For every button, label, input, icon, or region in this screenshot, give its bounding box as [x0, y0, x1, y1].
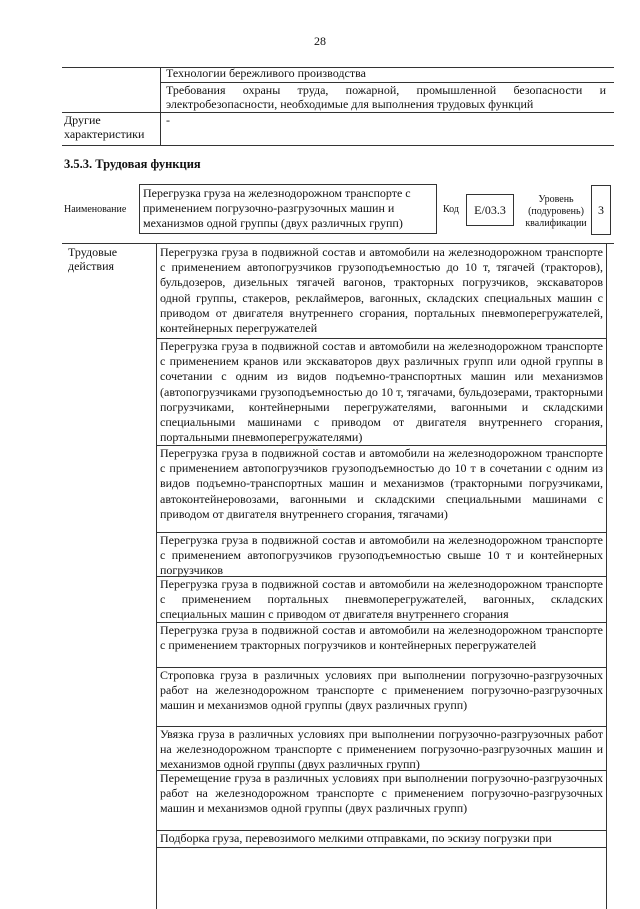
- code-value: E/03.3: [474, 203, 506, 217]
- table-border: [62, 145, 614, 146]
- list-item: Перегрузка груза в подвижной состав и автомобили на железнодорожном транспорте с применением кранов или экскаваторов двух различных групп или одной группы в сочетании с одним из видов подъемно-транспортных машин или механизмов (автопогрузчиками грузоподъемностью до 10 т, тягачами, бульдозерами, тракторными погрузчиками, контейнерными перегружателями, вагонными и складскими специальными машинами с приводом от двигателя внутреннего сгорания, портальными пневмоперегружателями): [160, 339, 603, 445]
- list-item: Перегрузка груза в подвижной состав и автомобили на железнодорожном транспорте с применением автопогрузчиков грузоподъемностью до 10 т, тягачей (тракторов), бульдозеров, дизельных тягачей вагонов, тракторных погрузчиков, экскаваторов одной группы, стакеров, реклаймеров, вагонных, складских специальных машин с приводом от двигателя внутреннего сгорания, портальных пневмоперегружателей, контейнерных перегружателей: [160, 245, 603, 336]
- list-item: Перегрузка груза в подвижной состав и автомобили на железнодорожном транспорте с применением автопогрузчиков грузоподъемностью свыше 10 т и контейнерных погрузчиков: [160, 533, 603, 578]
- table-cell: Технологии бережливого производства: [166, 66, 366, 80]
- list-item: Перегрузка груза в подвижной состав и автомобили на железнодорожном транспорте с применением автопогрузчиков грузоподъемностью до 10 т в сочетании с одним из видов подъемно-транспортных машин и механизмов (тракторными погрузчиками, автоконтейнеровозами, вагонными и складскими специальными машинами с приводом от двигателя внутреннего сгорания, тягачами): [160, 446, 603, 521]
- row-divider: [156, 847, 606, 848]
- table-border: [62, 243, 614, 244]
- list-item: Увязка груза в различных условиях при выполнении погрузочно-разгрузочных работ на железнодорожном транспорте с применением погрузочно-разгрузочных машин и механизмов одной группы (двух различных групп): [160, 727, 603, 772]
- table-border: [160, 67, 161, 146]
- level-value: 3: [598, 203, 604, 217]
- function-name: Перегрузка груза на железнодорожном транспорте с применением погрузочно-разгрузочных машин и механизмов одной группы (двух различных групп): [143, 186, 411, 230]
- level-label: Уровень (подуровень) квалификации: [525, 194, 587, 229]
- section-heading: 3.5.3. Трудовая функция: [64, 157, 201, 171]
- list-item: Перемещение груза в различных условиях при выполнении погрузочно-разгрузочных работ на железнодорожном транспорте с применением погрузочно-разгрузочных машин и механизмов одной группы (двух различных групп): [160, 771, 603, 816]
- page-number: 28: [314, 34, 326, 48]
- list-item: Перегрузка груза в подвижной состав и автомобили на железнодорожном транспорте с применением портальных пневмоперегружателей, вагонных, складских специальных машин с приводом от двигателя внутреннего сгорания: [160, 577, 603, 622]
- list-item: Строповка груза в различных условиях при выполнении погрузочно-разгрузочных работ на железнодорожном транспорте с применением погрузочно-разгрузочных машин и механизмов одной группы (двух различных групп): [160, 668, 603, 713]
- table-cell: Требования охраны труда, пожарной, промышленной безопасности и электробезопасности, необходимые для выполнения трудовых функций: [166, 83, 606, 111]
- code-label: Код: [443, 204, 459, 215]
- list-item: Перегрузка груза в подвижной состав и автомобили на железнодорожном транспорте с применением тракторных погрузчиков и контейнерных перегружателей: [160, 623, 603, 653]
- name-label: Наименование: [64, 204, 127, 215]
- other-characteristics-value: -: [166, 113, 170, 127]
- table-border: [606, 243, 607, 909]
- list-item: Подборка груза, перевозимого мелкими отправками, по эскизу погрузки при: [160, 831, 552, 845]
- other-characteristics-label: Другие характеристики: [64, 113, 145, 141]
- actions-label: Трудовые действия: [68, 245, 118, 273]
